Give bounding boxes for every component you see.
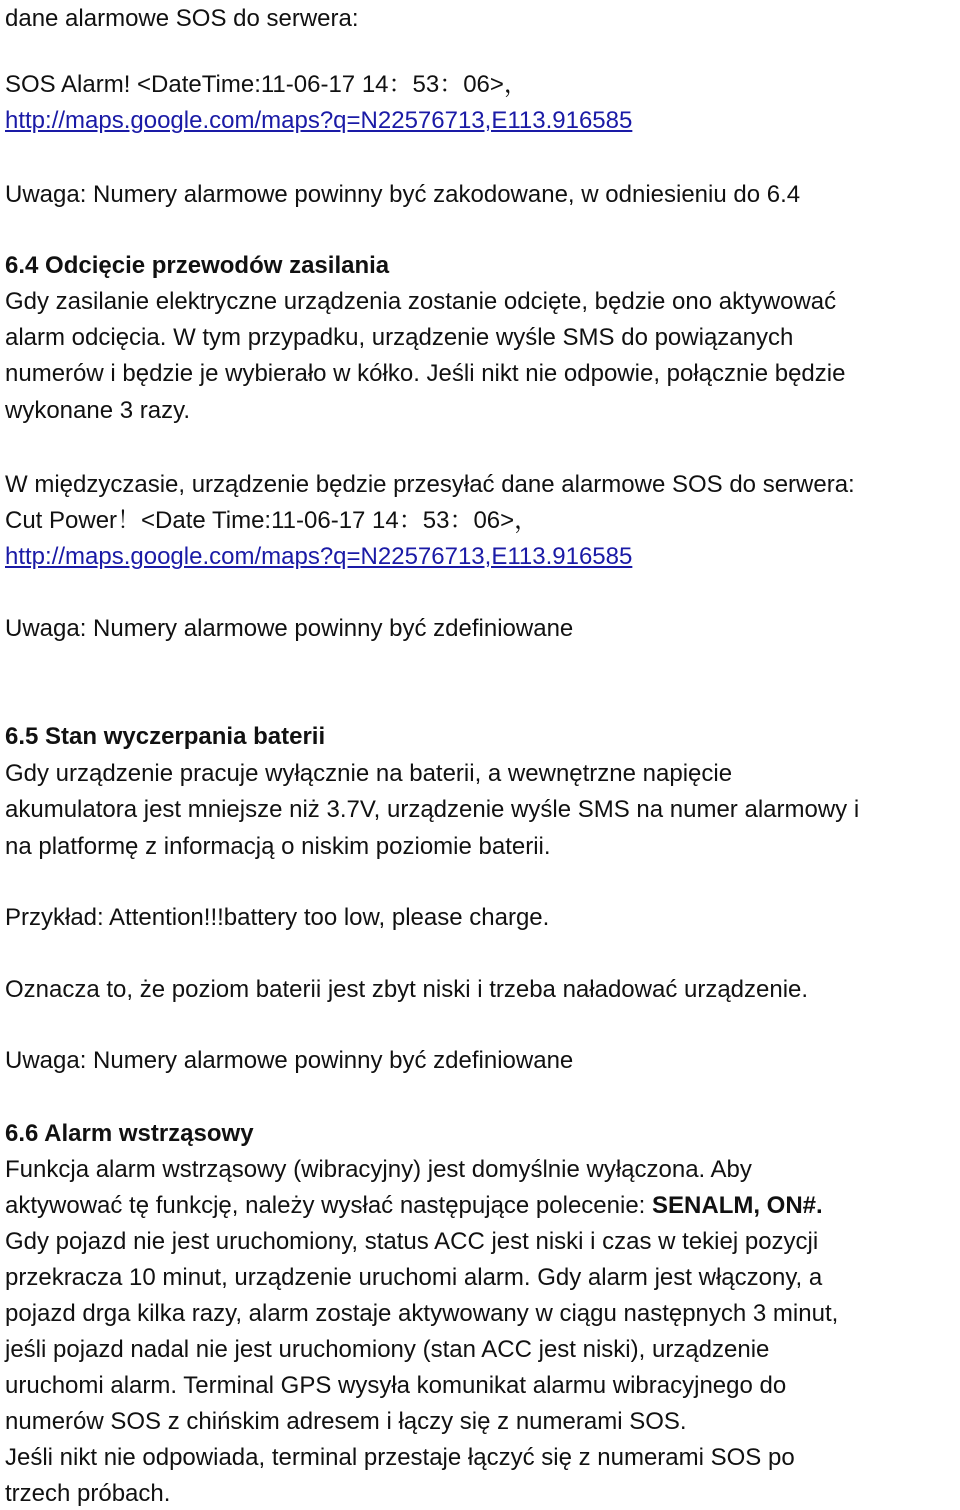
body-text-line: przekracza 10 minut, urządzenie uruchomi alarm. Gdy alarm jest włączony, a: [5, 1264, 823, 1291]
body-text-line: numerów SOS z chińskim adresem i łączy się z numerami SOS.: [5, 1408, 687, 1435]
body-text-line: Funkcja alarm wstrząsowy (wibracyjny) jest domyślnie wyłączona. Aby: [5, 1156, 752, 1183]
body-text-line: W międzyczasie, urządzenie będzie przesyłać dane alarmowe SOS do serwera:: [5, 471, 855, 498]
body-text-line: Jeśli nikt nie odpowiada, terminal przestaje łączyć się z numerami SOS po: [5, 1444, 795, 1471]
body-text-line: [5, 1191, 823, 1221]
body-text-line: Gdy zasilanie elektryczne urządzenia zostanie odcięte, będzie ono aktywować: [5, 288, 837, 315]
note-text: Uwaga: Numery alarmowe powinny być zakodowane, w odniesieniu do 6.4: [5, 181, 801, 208]
example-text: Przykład: Attention!!!battery too low, please charge.: [5, 904, 550, 931]
body-text-line: na platformę z informacją o niskim poziomie baterii.: [5, 833, 551, 860]
section-heading-6-5: 6.5 Stan wyczerpania baterii: [5, 723, 326, 750]
google-maps-link[interactable]: http://maps.google.com/maps?q=N22576713,E113.916585: [5, 543, 633, 570]
sos-alarm-message: SOS Alarm! <DateTime:11-06-17 14：53：06>，: [5, 71, 528, 98]
body-text-line: wykonane 3 razy.: [5, 397, 190, 424]
body-text-line: Oznacza to, że poziom baterii jest zbyt niski i trzeba naładować urządzenie.: [5, 976, 809, 1003]
note-text: Uwaga: Numery alarmowe powinny być zdefiniowane: [5, 1047, 574, 1074]
cut-power-message: Cut Power！<Date Time:11-06-17 14：53：06>，: [5, 507, 539, 534]
body-text-line: trzech próbach.: [5, 1480, 171, 1507]
body-text-line: dane alarmowe SOS do serwera:: [5, 5, 359, 32]
command-text: SENALM, ON#.: [652, 1192, 823, 1219]
section-heading-6-6: 6.6 Alarm wstrząsowy: [5, 1120, 254, 1147]
body-text-line: pojazd drga kilka razy, alarm zostaje aktywowany w ciągu następnych 3 minut,: [5, 1300, 839, 1327]
body-text-line: jeśli pojazd nadal nie jest uruchomiony (stan ACC jest niski), urządzenie: [5, 1336, 770, 1363]
google-maps-link[interactable]: http://maps.google.com/maps?q=N22576713,E113.916585: [5, 107, 633, 134]
body-text-line: akumulatora jest mniejsze niż 3.7V, urządzenie wyśle SMS na numer alarmowy i: [5, 796, 860, 823]
body-text-line: alarm odcięcia. W tym przypadku, urządzenie wyśle SMS do powiązanych: [5, 324, 794, 351]
body-text-segment: aktywować tę funkcję, należy wysłać następujące polecenie:: [5, 1192, 653, 1219]
body-text-line: numerów i będzie je wybierało w kółko. Jeśli nikt nie odpowie, połącznie będzie: [5, 360, 846, 387]
body-text-line: Gdy urządzenie pracuje wyłącznie na baterii, a wewnętrzne napięcie: [5, 760, 733, 787]
body-text-line: Gdy pojazd nie jest uruchomiony, status ACC jest niski i czas w tekiej pozycji: [5, 1228, 819, 1255]
body-text-line: uruchomi alarm. Terminal GPS wysyła komunikat alarmu wibracyjnego do: [5, 1372, 787, 1399]
section-heading-6-4: 6.4 Odcięcie przewodów zasilania: [5, 252, 390, 279]
note-text: Uwaga: Numery alarmowe powinny być zdefiniowane: [5, 615, 574, 642]
